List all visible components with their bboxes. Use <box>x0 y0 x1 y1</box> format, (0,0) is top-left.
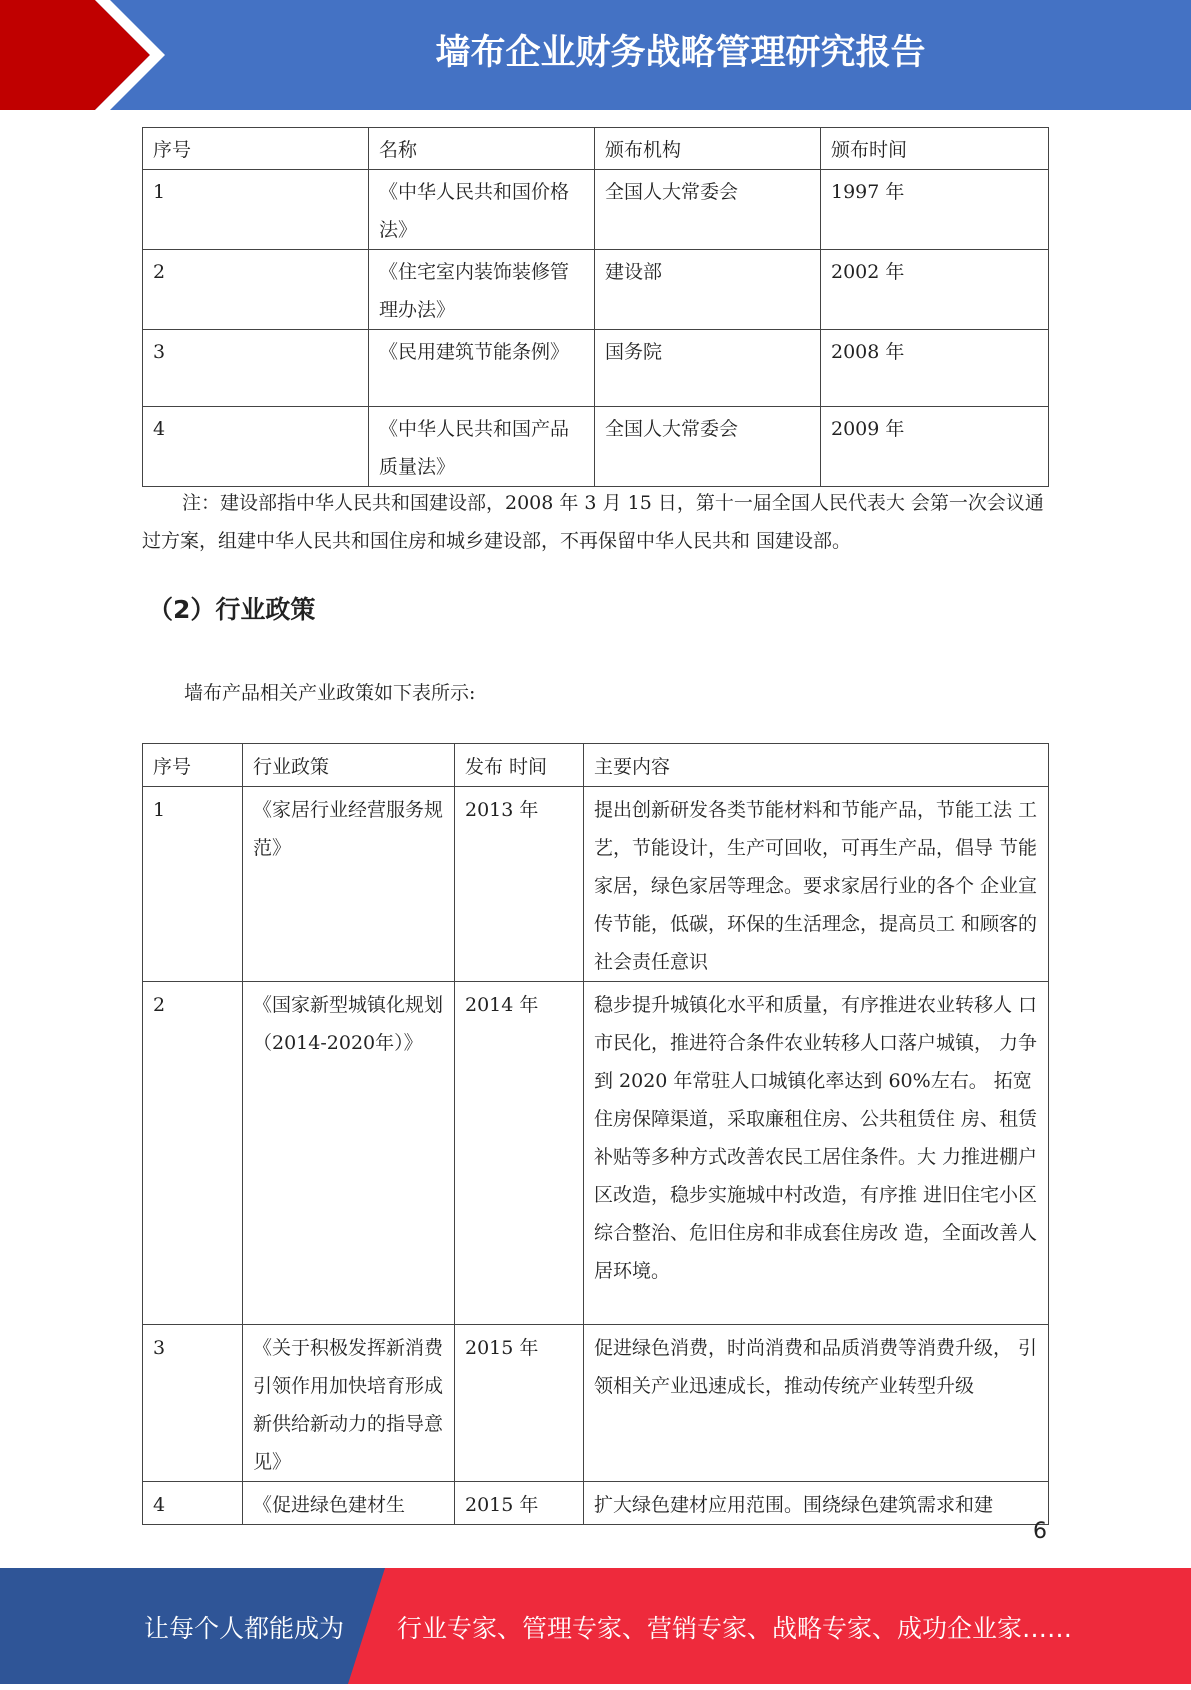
policy-table <box>142 743 1049 1525</box>
policy-name: 《关于积极发挥新消费引领作用加快培育形成新供给新动力的指导意见》 <box>243 1325 455 1482</box>
page-number: 6 <box>1033 1519 1047 1544</box>
row-number: 2 <box>143 982 243 1325</box>
header-banner <box>0 0 1191 110</box>
table-row <box>143 1482 1049 1525</box>
row-number: 4 <box>143 1482 243 1525</box>
header-cell: 发布 时间 <box>455 744 584 787</box>
law-name: 《中华人民共和国价格法》 <box>369 170 595 250</box>
table-row <box>143 982 1049 1325</box>
table-row <box>143 330 1049 407</box>
header-cell: 序号 <box>143 744 243 787</box>
section-heading: （2）行业政策 <box>148 595 316 624</box>
issuing-body: 全国人大常委会 <box>595 407 821 487</box>
footer-banner <box>0 1568 1191 1684</box>
header-cell: 颁布时间 <box>821 128 1049 170</box>
issue-year: 1997 年 <box>821 170 1049 250</box>
laws-table <box>142 127 1049 487</box>
table-header-row <box>143 128 1049 170</box>
section-intro: 墙布产品相关产业政策如下表所示: <box>184 682 476 704</box>
publish-year: 2013 年 <box>455 787 584 982</box>
issue-year: 2009 年 <box>821 407 1049 487</box>
law-name: 《民用建筑节能条例》 <box>369 330 595 407</box>
footer-slogan-left: 让每个人都能成为 <box>144 1614 345 1643</box>
table-row <box>143 250 1049 330</box>
publish-year: 2014 年 <box>455 982 584 1325</box>
issuing-body: 全国人大常委会 <box>595 170 821 250</box>
table-row <box>143 170 1049 250</box>
row-number: 4 <box>143 407 369 487</box>
row-number: 3 <box>143 1325 243 1482</box>
policy-content: 扩大绿色建材应用范围。围绕绿色建筑需求和建 <box>584 1482 1049 1525</box>
row-number: 3 <box>143 330 369 407</box>
footer-slogan-right: 行业专家、管理专家、营销专家、战略专家、成功企业家…… <box>397 1614 1073 1643</box>
policy-name: 《促进绿色建材生 <box>243 1482 455 1525</box>
header-cell: 行业政策 <box>243 744 455 787</box>
publish-year: 2015 年 <box>455 1482 584 1525</box>
row-number: 1 <box>143 170 369 250</box>
table-row <box>143 407 1049 487</box>
row-number: 1 <box>143 787 243 982</box>
table-row <box>143 787 1049 982</box>
policy-name: 《国家新型城镇化规划（2014-2020年）》 <box>243 982 455 1325</box>
law-name: 《中华人民共和国产品质量法》 <box>369 407 595 487</box>
policy-name: 《家居行业经营服务规范》 <box>243 787 455 982</box>
issuing-body: 国务院 <box>595 330 821 407</box>
issue-year: 2002 年 <box>821 250 1049 330</box>
header-cell: 颁布机构 <box>595 128 821 170</box>
table-note: 注：建设部指中华人民共和国建设部，2008 年 3 月 15 日，第十一届全国人民代表大 会第一次会议通过方案，组建中华人民共和国住房和城乡建设部，不再保留中华人民共和 国建设部。 <box>142 492 1044 552</box>
publish-year: 2015 年 <box>455 1325 584 1482</box>
issue-year: 2008 年 <box>821 330 1049 407</box>
header-cell: 主要内容 <box>584 744 1049 787</box>
document-title: 墙布企业财务战略管理研究报告 <box>435 33 926 73</box>
issuing-body: 建设部 <box>595 250 821 330</box>
policy-content: 提出创新研发各类节能材料和节能产品，节能工法 工艺，节能设计，生产可回收，可再生产品，倡导 节能家居，绿色家居等理念。要求家居行业的各个 企业宣传节能，低碳，环保的生活理念，提高员工 和顾客的社会责任意识 <box>584 787 1049 982</box>
table-header-row <box>143 744 1049 787</box>
policy-content: 稳步提升城镇化水平和质量，有序推进农业转移人 口市民化，推进符合条件农业转移人口落户城镇， 力争到 2020 年常驻人口城镇化率达到 60%左右。 拓宽住房保障渠道，采取廉租住房、公共租赁住 房、租赁补贴等多种方式改善农民工居住条件。大 力推进棚户区改造，稳步实施城中村改造，有序推 进旧住宅小区综合整治、危旧住房和非成套住房改 造，全面改善人居环境。 <box>584 982 1049 1325</box>
policy-content: 促进绿色消费，时尚消费和品质消费等消费升级， 引领相关产业迅速成长，推动传统产业转型升级 <box>584 1325 1049 1482</box>
table-row <box>143 1325 1049 1482</box>
row-number: 2 <box>143 250 369 330</box>
header-cell: 名称 <box>369 128 595 170</box>
law-name: 《住宅室内装饰装修管理办法》 <box>369 250 595 330</box>
header-cell: 序号 <box>143 128 369 170</box>
